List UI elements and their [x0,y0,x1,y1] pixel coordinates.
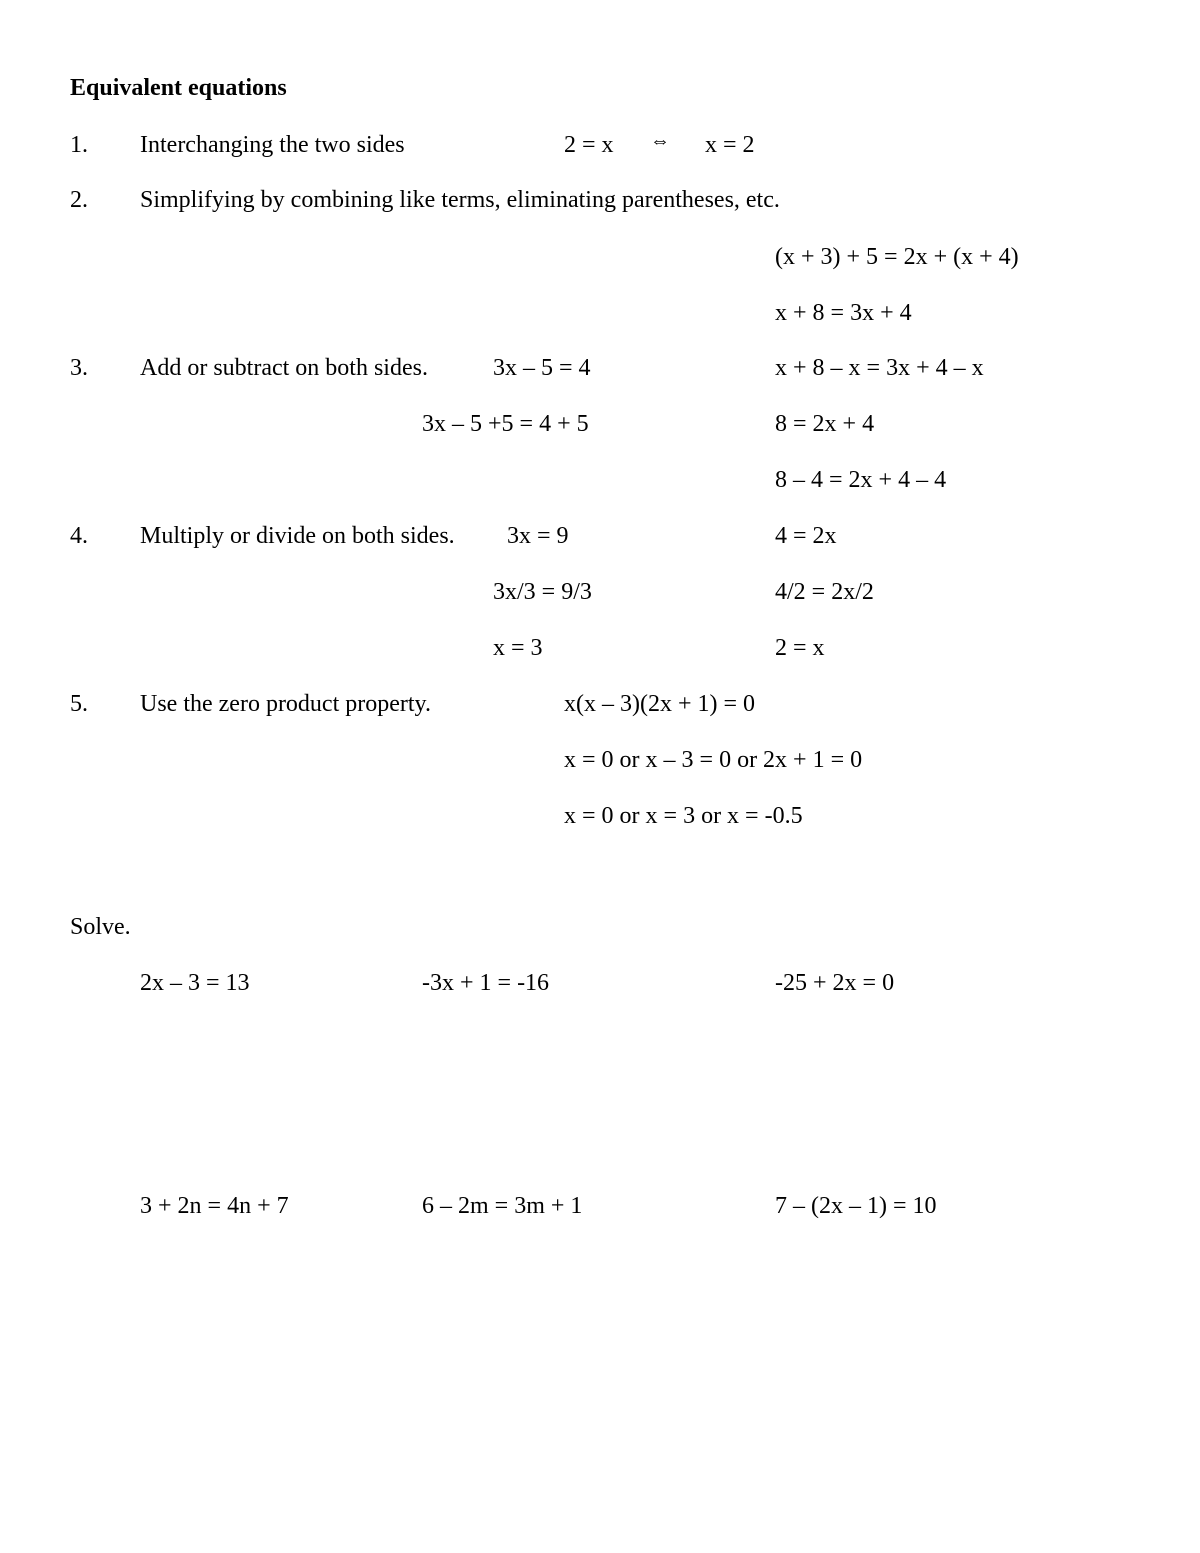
solve-problem: -3x + 1 = -16 [422,970,550,996]
rule-1-example-right: x = 2 [705,132,755,158]
rule-3-example: 3x – 5 = 4 [493,355,591,381]
solve-problem: -25 + 2x = 0 [775,970,895,996]
rule-5-text: Use the zero product property. [140,691,431,717]
rule-2-text: Simplifying by combining like terms, eliminating parentheses, etc. [140,187,780,213]
double-arrow-icon: ⇔ [650,130,670,152]
rule-1-number: 1. [70,132,88,158]
worked-example-line: 8 – 4 = 2x + 4 – 4 [775,467,947,493]
rule-4-number: 4. [70,523,88,549]
worked-example-line: x + 8 – x = 3x + 4 – x [775,355,984,381]
rule-4-text: Multiply or divide on both sides. [140,523,455,549]
solve-problem: 6 – 2m = 3m + 1 [422,1193,583,1219]
worked-example-line: 2 = x [775,635,825,661]
worked-example-line: (x + 3) + 5 = 2x + (x + 4) [775,244,1019,270]
worked-example-line: 4 = 2x [775,523,837,549]
solve-label: Solve. [70,914,131,940]
solve-problem: 7 – (2x – 1) = 10 [775,1193,937,1219]
rule-1-text: Interchanging the two sides [140,132,405,158]
worked-example-line: x + 8 = 3x + 4 [775,300,912,326]
rule-2-number: 2. [70,187,88,213]
page-title: Equivalent equations [70,75,287,101]
rule-5-number: 5. [70,691,88,717]
rule-5-step: x = 0 or x – 3 = 0 or 2x + 1 = 0 [564,747,863,773]
solve-problem: 2x – 3 = 13 [140,970,250,996]
worked-example-line: 8 = 2x + 4 [775,411,875,437]
rule-3-number: 3. [70,355,88,381]
worked-example-line: 4/2 = 2x/2 [775,579,874,605]
rule-3-step: 3x – 5 +5 = 4 + 5 [422,411,589,437]
rule-3-text: Add or subtract on both sides. [140,355,428,381]
rule-4-step: x = 3 [493,635,543,661]
solve-problem: 3 + 2n = 4n + 7 [140,1193,289,1219]
rule-1-example-left: 2 = x [564,132,614,158]
rule-5-step: x = 0 or x = 3 or x = -0.5 [564,803,803,829]
rule-4-example: 3x = 9 [507,523,569,549]
rule-4-step: 3x/3 = 9/3 [493,579,592,605]
rule-5-step: x(x – 3)(2x + 1) = 0 [564,691,756,717]
